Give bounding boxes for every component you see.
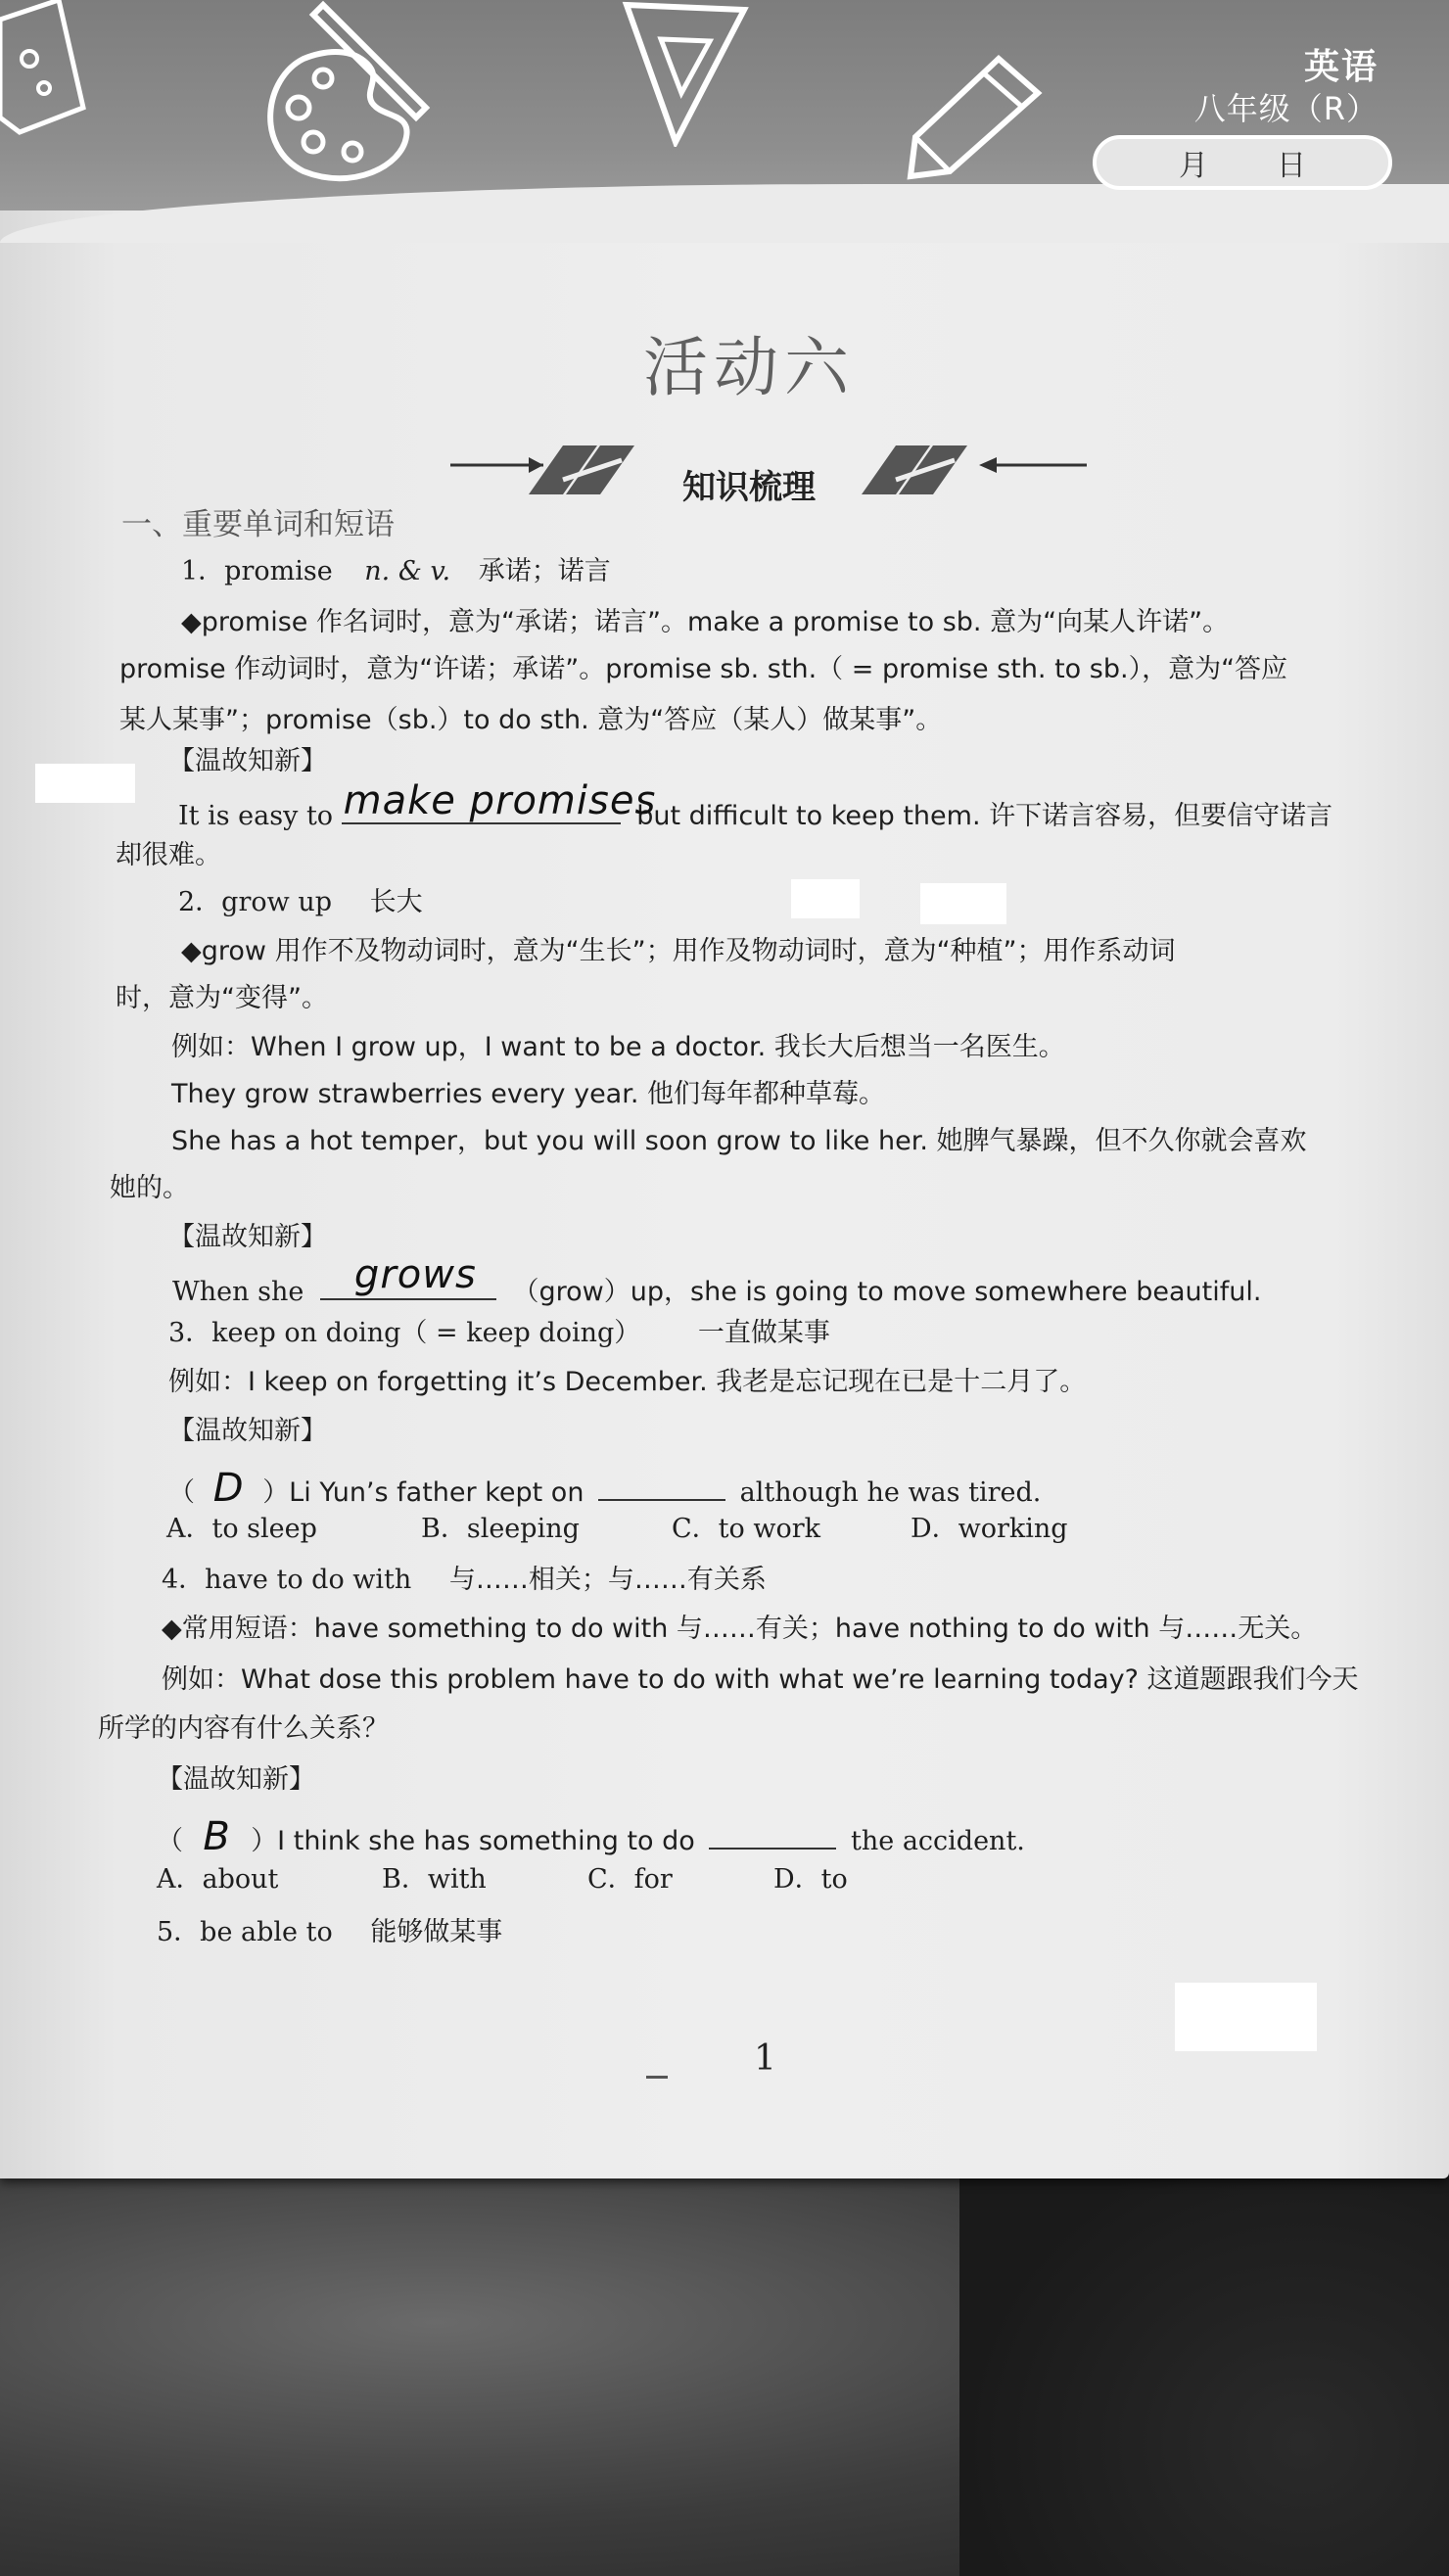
option-c: C．to work [672,1514,820,1544]
option-d: D．working [911,1514,1068,1544]
item-promise-note: 某人某事”；promise（sb.）to do sth. 意为“答应（某人）做某事”。 [119,705,943,735]
page-number: 1 [754,2038,776,2079]
item-promise-note: ◆promise 作名词时，意为“承诺；诺言”。make a promise to sb. 意为“向某人许诺”。 [181,607,1230,637]
item-have-to-do-example: 例如：What dose this problem have to do with what we’re learning today? 这道题跟我们今天 [162,1664,1359,1695]
item-grow-up-note: ◆grow 用作不及物动词时，意为“生长”；用作及物动词时，意为“种植”；用作系动词 [181,936,1176,966]
pencil-icon [906,54,1043,181]
item-be-able-to-head: 5．be able to 能够做某事 [157,1917,503,1947]
handwritten-answer: D [212,1466,245,1511]
palette-icon [245,0,441,186]
option-a: A．to sleep [166,1514,317,1544]
answer-blank [342,778,657,824]
review-label: 【温故知新】 [168,746,327,776]
item-keep-on-example: 例如：I keep on forgetting it’s December. 我老是忘记现在已是十二月了。 [168,1367,1087,1397]
handwritten-answer: make promises [343,778,657,823]
review-label: 【温故知新】 [168,1416,327,1446]
item-promise-example: 却很难。 [116,840,221,870]
triangle-ruler-icon [617,0,754,147]
section-banner-title: 知识梳理 [682,468,816,507]
option-d: D．to [773,1864,848,1895]
answer-blank [598,1475,725,1501]
answer-blank [320,1252,496,1300]
date-day: 日 [1277,149,1306,183]
item-have-to-do-question: （ B ）I think she has something to do the accident. [157,1814,1025,1859]
answer-blank [709,1824,836,1850]
item-grow-up-example: She has a hot temper，but you will soon grow to like her. 她脾气暴躁，但不久你就会喜欢 [171,1126,1307,1156]
redaction-box [920,883,1006,924]
grade-label: 八年级（R） [1193,90,1379,127]
section-heading: 一、重要单词和短语 [121,507,395,542]
redaction-box [35,764,135,803]
handwritten-answer: B [203,1814,231,1859]
redaction-box [1175,1983,1317,2051]
option-b: B．sleeping [421,1514,580,1544]
brush-icon [0,0,88,137]
option-a: A．about [157,1864,279,1895]
item-promise-note: promise 作动词时，意为“许诺；承诺”。promise sb. sth.（ = promise sth. to sb.），意为“答应 [119,654,1288,684]
page-number-dash [646,2076,668,2079]
item-grow-up-head: 2．grow up 长大 [178,887,423,917]
redaction-box [791,879,860,918]
item-have-to-do-note: ◆常用短语：have something to do with 与……有关；have nothing to do with 与……无关。 [162,1614,1318,1644]
item-grow-up-example: They grow strawberries every year. 他们每年都种草莓。 [171,1079,886,1109]
item-have-to-do-example: 所学的内容有什么关系？ [98,1713,389,1744]
subject-label: 英语 [1303,47,1379,87]
fabric-shadow [959,2134,1449,2576]
review-label: 【温故知新】 [168,1222,327,1252]
item-keep-on-question: （ D ）Li Yun’s father kept on although he was tired. [168,1466,1042,1511]
item-grow-up-question: When she grows （grow）up，she is going to move somewhere beautiful. [172,1252,1262,1307]
review-label: 【温故知新】 [157,1764,315,1795]
item-promise-example: It is easy to make promises but difficult to keep them. 许下诺言容易，但要信守诺言 [178,778,1333,831]
date-field [1093,135,1392,190]
item-keep-on-head: 3．keep on doing（ = keep doing） 一直做某事 [168,1318,830,1348]
date-month: 月 [1179,149,1208,183]
item-grow-up-example: 她的。 [110,1173,189,1203]
item-grow-up-example: 例如：When I grow up，I want to be a doctor. 我长大后想当一名医生。 [171,1032,1065,1062]
item-promise-head: 1．promise n. & v. 承诺；诺言 [181,556,611,586]
handwritten-answer: grows [353,1252,477,1297]
option-b: B．with [382,1864,487,1895]
item-grow-up-note: 时，意为“变得”。 [116,983,328,1013]
page-title: 活动六 [643,330,855,405]
option-c: C．for [587,1864,673,1895]
item-have-to-do-head: 4．have to do with 与……相关；与……有关系 [162,1565,767,1595]
